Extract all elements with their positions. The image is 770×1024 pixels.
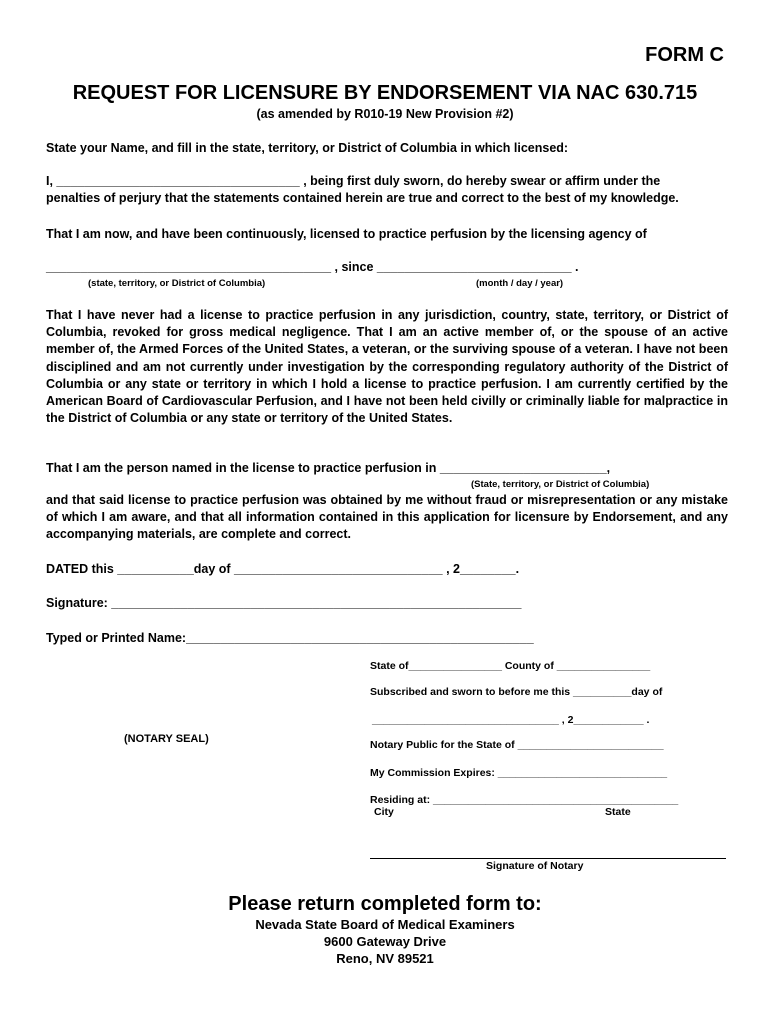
since-caption-state: (state, territory, or District of Columbia) [88,278,266,289]
return-city: Reno, NV 89521 [336,951,434,966]
person-caption: (State, territory, or District of Columbia) [471,479,650,490]
notary-commission: My Commission Expires: _____________________________ [370,767,668,779]
oath-line-2: penalties of perjury that the statements contained herein are true and correct to the best of my knowledge. [46,191,679,205]
instruction-text: State your Name, and fill in the state, territory, or District of Columbia in which licensed: [46,141,569,155]
return-org: Nevada State Board of Medical Examiners [255,917,515,932]
obtained-paragraph: and that said license to practice perfusion was obtained by me without fraud or misrepresentation or any mistake of which I am aware, and that all information contained in this application for licensure by Endorsement, and any accompanying materials, are complete and correct. [46,493,728,542]
person-line: That I am the person named in the license to practice perfusion in ________________________, [46,461,611,475]
return-heading: Please return completed form to: [228,893,542,915]
licensed-line: That I am now, and have been continuously, licensed to practice perfusion by the licensing agency of [46,227,647,241]
notary-date-line: ________________________________ , 2____________ . [372,714,650,726]
notary-residing: Residing at: __________________________________________ [370,794,679,806]
notary-signature-caption: Signature of Notary [486,860,584,872]
oath-line-1: I, ___________________________________ , being first duly sworn, do hereby swear or affirm under the [46,174,661,188]
attestation-paragraph: That I have never had a license to practice perfusion in any jurisdiction, country, state, territory, or District of Columbia, revoked for gross medical negligence. That I am an active member of, or the spouse of an active member of, the Armed Forces of the United States, a veteran, or the surviving spouse of a veteran. I have not been disciplined and am not currently under investigation by the corresponding regulatory authority of the District of Columbia or any state or territory in which I hold a license to practice perfusion. I am currently certified by the American Board of Cardiovascular Perfusion, and I have not been held civilly or criminally liable for malpractice in the District of Columbia or any state or territory of the United States. [46,308,728,426]
typed-name-line: Typed or Printed Name:__________________________________________________ [46,631,534,645]
return-street: 9600 Gateway Drive [323,934,447,949]
notary-seal: (NOTARY SEAL) [124,733,209,745]
form-id: FORM C [645,44,724,66]
since-line: _________________________________________ , since ____________________________ . [46,260,579,274]
dated-line: DATED this ___________day of ______________________________ , 2________. [46,562,520,576]
notary-state-label: State [605,806,631,818]
notary-signature-line [370,858,726,859]
since-caption-date: (month / day / year) [476,278,564,289]
notary-state-county: State of________________ County of ________________ [370,660,651,672]
page-title: REQUEST FOR LICENSURE BY ENDORSEMENT VIA NAC 630.715 [72,82,698,104]
notary-public-state: Notary Public for the State of _________________________ [370,739,664,751]
notary-subscribed: Subscribed and sworn to before me this __________day of [370,686,663,698]
signature-line: Signature: ___________________________________________________________ [46,596,522,610]
notary-city-label: City [374,806,394,818]
page-subtitle: (as amended by R010-19 New Provision #2) [256,107,514,121]
